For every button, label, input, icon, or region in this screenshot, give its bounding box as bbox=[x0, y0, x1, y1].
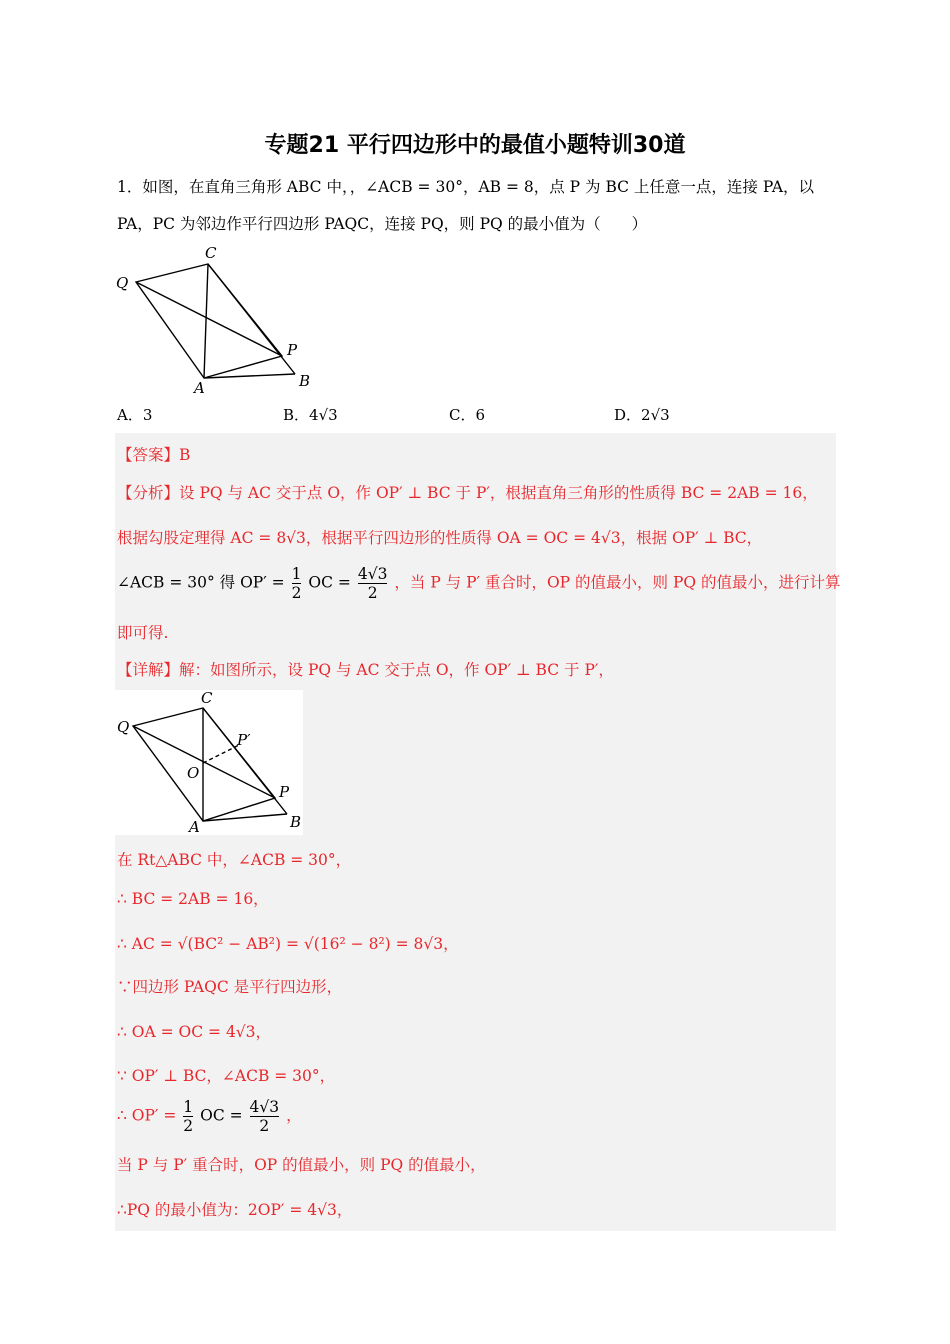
segment-cb bbox=[208, 264, 295, 374]
label-q-2: Q bbox=[117, 718, 130, 736]
label-a-2: A bbox=[189, 818, 200, 835]
segment-pq bbox=[136, 282, 282, 356]
label-p: P bbox=[287, 341, 298, 359]
step-7: ∴ OP′ = $\frac{1}{2}$ OC = $\frac{4√3}{2}$ ， bbox=[117, 1098, 302, 1135]
analysis-line-1: 【分析】设 PQ 与 AC 交于点 O，作 OP′ ⊥ BC 于 P′，根据直角三角形的性质得 BC = 2AB = 16， bbox=[117, 484, 818, 502]
option-d[interactable]: D．2√3 bbox=[614, 406, 670, 424]
step-1: 在 Rt△ABC 中，∠ACB = 30°， bbox=[117, 851, 352, 869]
step-5: ∴ OA = OC = 4√3， bbox=[117, 1023, 272, 1041]
step-8: 当 P 与 P′ 重合时，OP 的值最小，则 PQ 的值最小， bbox=[117, 1156, 486, 1174]
step-6: ∵ OP′ ⊥ BC，∠ACB = 30°， bbox=[117, 1067, 336, 1085]
detail-line-1: 【详解】解：如图所示，设 PQ 与 AC 交于点 O，作 OP′ ⊥ BC 于 P′， bbox=[117, 661, 614, 679]
segment-ac bbox=[204, 264, 208, 378]
analysis-line-3: ∠ACB = 30° 得 OP′ = $\frac{1}{2}$ OC = $\frac{4√3}{2}$ ，当 P 与 P′ 重合时，OP 的值最小，则 PQ 的值最小，进行计算 bbox=[117, 565, 841, 602]
figure-parallelogram bbox=[112, 240, 312, 395]
option-a[interactable]: A．3 bbox=[117, 406, 153, 424]
question-line-2: PA，PC 为邻边作平行四边形 PAQC，连接 PQ，则 PQ 的最小值为（ ） bbox=[117, 215, 648, 233]
step-2: ∴ BC = 2AB = 16， bbox=[117, 890, 269, 908]
step-4: ∵四边形 PAQC 是平行四边形， bbox=[117, 978, 343, 996]
fraction-value: $\frac{4√3}{2}$ bbox=[357, 565, 388, 602]
segment-cb-2 bbox=[203, 708, 287, 814]
label-o: O bbox=[187, 764, 200, 782]
analysis-line-2: 根据勾股定理得 AC = 8√3，根据平行四边形的性质得 OA = OC = 4√3，根据 OP′ ⊥ BC， bbox=[117, 529, 763, 547]
page-title: 专题21 平行四边形中的最值小题特训30道 bbox=[264, 133, 686, 158]
parallelogram-outline bbox=[136, 264, 282, 378]
option-b[interactable]: B．4√3 bbox=[283, 406, 338, 424]
figure-parallelogram-annotated bbox=[115, 690, 303, 835]
analysis-line-4: 即可得. bbox=[117, 624, 169, 642]
label-c: C bbox=[205, 244, 217, 262]
step-9: ∴PQ 的最小值为：2OP′ = 4√3， bbox=[117, 1201, 353, 1219]
label-b-2: B bbox=[290, 813, 302, 831]
parallelogram-outline-2 bbox=[133, 708, 275, 821]
fraction-half: $\frac{1}{2}$ bbox=[291, 565, 302, 602]
fraction-value-2: $\frac{4√3}{2}$ bbox=[249, 1098, 280, 1135]
question-line-1: 1．如图，在直角三角形 ABC 中，，∠ACB = 30°，AB = 8，点 P 为 BC 上任意一点，连接 PA，以 bbox=[117, 178, 815, 196]
label-p-2: P bbox=[279, 783, 290, 801]
step-3: ∴ AC = √(BC² − AB²) = √(16² − 8²) = 8√3， bbox=[117, 935, 459, 953]
label-c-2: C bbox=[201, 690, 213, 707]
label-p-prime: P′ bbox=[237, 731, 251, 749]
answer-tag: 【答案】B bbox=[117, 446, 191, 464]
label-b: B bbox=[299, 372, 311, 390]
label-a: A bbox=[194, 379, 205, 395]
label-q: Q bbox=[116, 274, 129, 292]
option-c[interactable]: C．6 bbox=[449, 406, 486, 424]
fraction-half-2: $\frac{1}{2}$ bbox=[183, 1098, 194, 1135]
